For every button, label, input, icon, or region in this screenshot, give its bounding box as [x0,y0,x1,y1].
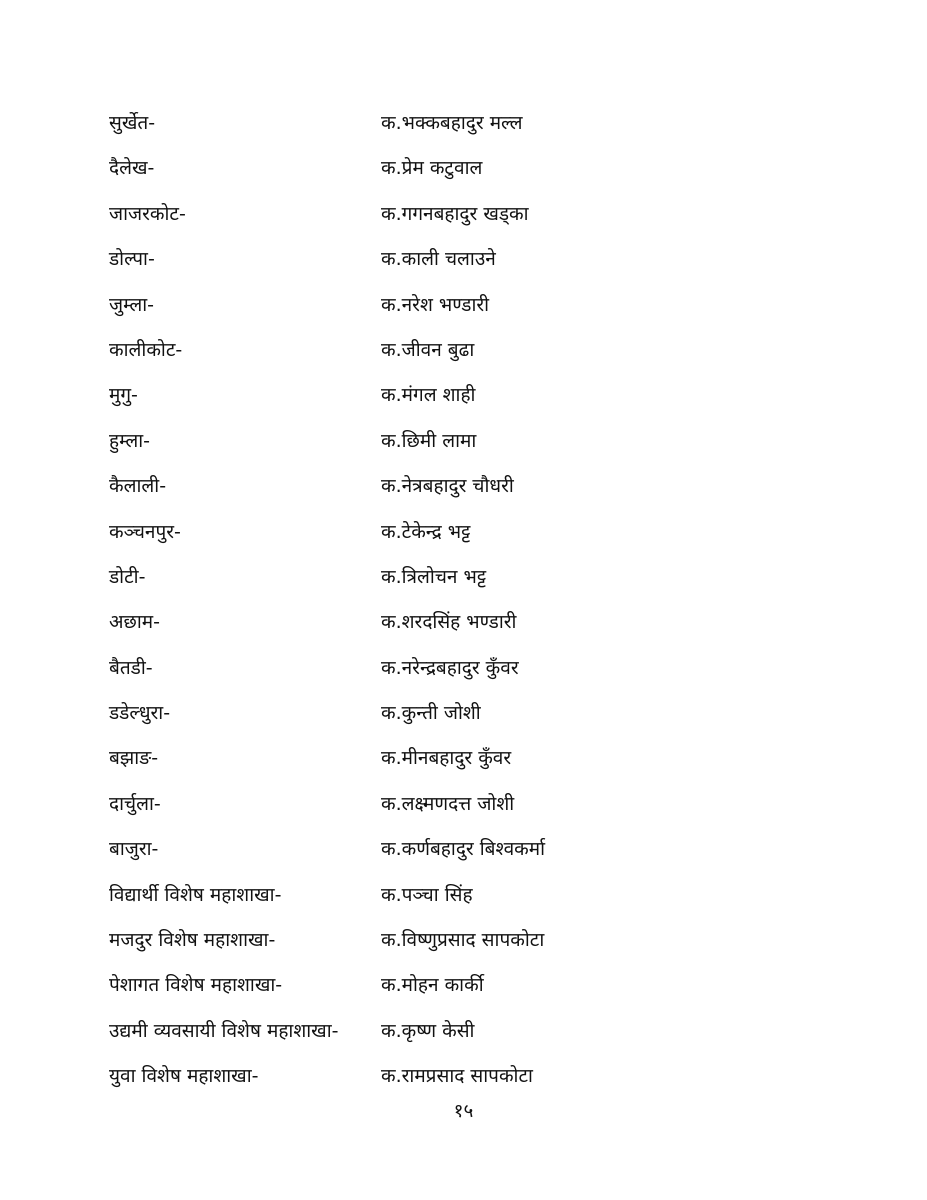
entry-name: क.मंगल शाही [381,384,476,407]
entry-row [0,826,927,871]
entry-label: दैलेख- [109,157,155,180]
entry-label: युवा विशेष महाशाखा- [109,1065,259,1088]
entry-row [0,554,927,599]
entry-label: कैलाली- [109,475,167,498]
entry-name: क.विष्णुप्रसाद सापकोटा [381,929,545,952]
entry-name: क.कृष्ण केसी [381,1019,475,1042]
entry-label: सुर्खेत- [109,112,156,134]
entry-name: क.मीनबहादुर कुँवर [381,747,512,770]
entry-row [0,236,927,281]
entry-label: हुम्ला- [109,429,151,452]
entry-label: डोटी- [109,565,146,588]
entry-row [0,372,927,417]
entry-row [0,872,927,917]
entry-label: जाजरकोट- [109,202,186,225]
entry-label: उद्यमी व्यवसायी विशेष महाशाखा- [109,1019,339,1042]
entry-row [0,327,927,372]
entry-row [0,1053,927,1098]
entry-row [0,917,927,962]
entry-name: क.भक्कबहादुर मल्ल [381,112,523,134]
entry-row [0,735,927,780]
entry-name: क.त्रिलोचन भट्ट [381,565,487,588]
entry-label: बझाङ- [109,747,159,770]
entry-list [0,100,927,1099]
entry-row [0,418,927,463]
entry-label: विद्यार्थी विशेष महाशाखा- [109,883,282,906]
entry-label: कञ्चनपुर- [109,520,181,543]
entry-row [0,463,927,508]
entry-name: क.गगनबहादुर खड्का [381,202,529,225]
entry-name: क.नरेश भण्डारी [381,293,490,316]
entry-row [0,599,927,644]
entry-row [0,645,927,690]
entry-name: क.प्रेम कटुवाल [381,157,483,180]
entry-label: मुगु- [109,384,138,407]
entry-name: क.काली चलाउने [381,248,496,271]
entry-label: बैतडी- [109,656,153,679]
entry-name: क.नेत्रबहादुर चौधरी [381,475,514,498]
entry-name: क.जीवन बुढा [381,338,475,361]
entry-name: क.शरदसिंह भण्डारी [381,611,517,634]
entry-row [0,282,927,327]
entry-label: अछाम- [109,611,160,634]
entry-name: क.पञ्चा सिंह [381,883,473,906]
entry-name: क.लक्ष्मणदत्त जोशी [381,792,515,815]
entry-label: बाजुरा- [109,838,159,861]
entry-label: कालीकोट- [109,338,183,361]
entry-row [0,1008,927,1053]
entry-name: क.कर्णबहादुर बिश्वकर्मा [381,838,546,861]
entry-row [0,509,927,554]
entry-row [0,100,927,145]
entry-name: क.कुन्ती जोशी [381,702,481,725]
entry-label: डडेल्धुरा- [109,702,171,725]
entry-row [0,962,927,1007]
entry-label: डोल्पा- [109,248,155,271]
entry-row [0,781,927,826]
entry-row [0,145,927,190]
entry-name: क.मोहन कार्की [381,974,484,997]
entry-row [0,690,927,735]
entry-label: मजदुर विशेष महाशाखा- [109,929,276,952]
entry-name: क.रामप्रसाद सापकोटा [381,1065,533,1088]
entry-name: क.नरेन्द्रबहादुर कुँवर [381,656,519,679]
entry-name: क.छिमी लामा [381,429,477,452]
page-number: १५ [453,1100,474,1122]
entry-name: क.टेकेन्द्र भट्ट [381,520,471,543]
entry-label: पेशागत विशेष महाशाखा- [109,974,283,997]
entry-label: जुम्ला- [109,293,155,316]
entry-row [0,191,927,236]
entry-label: दार्चुला- [109,792,161,815]
